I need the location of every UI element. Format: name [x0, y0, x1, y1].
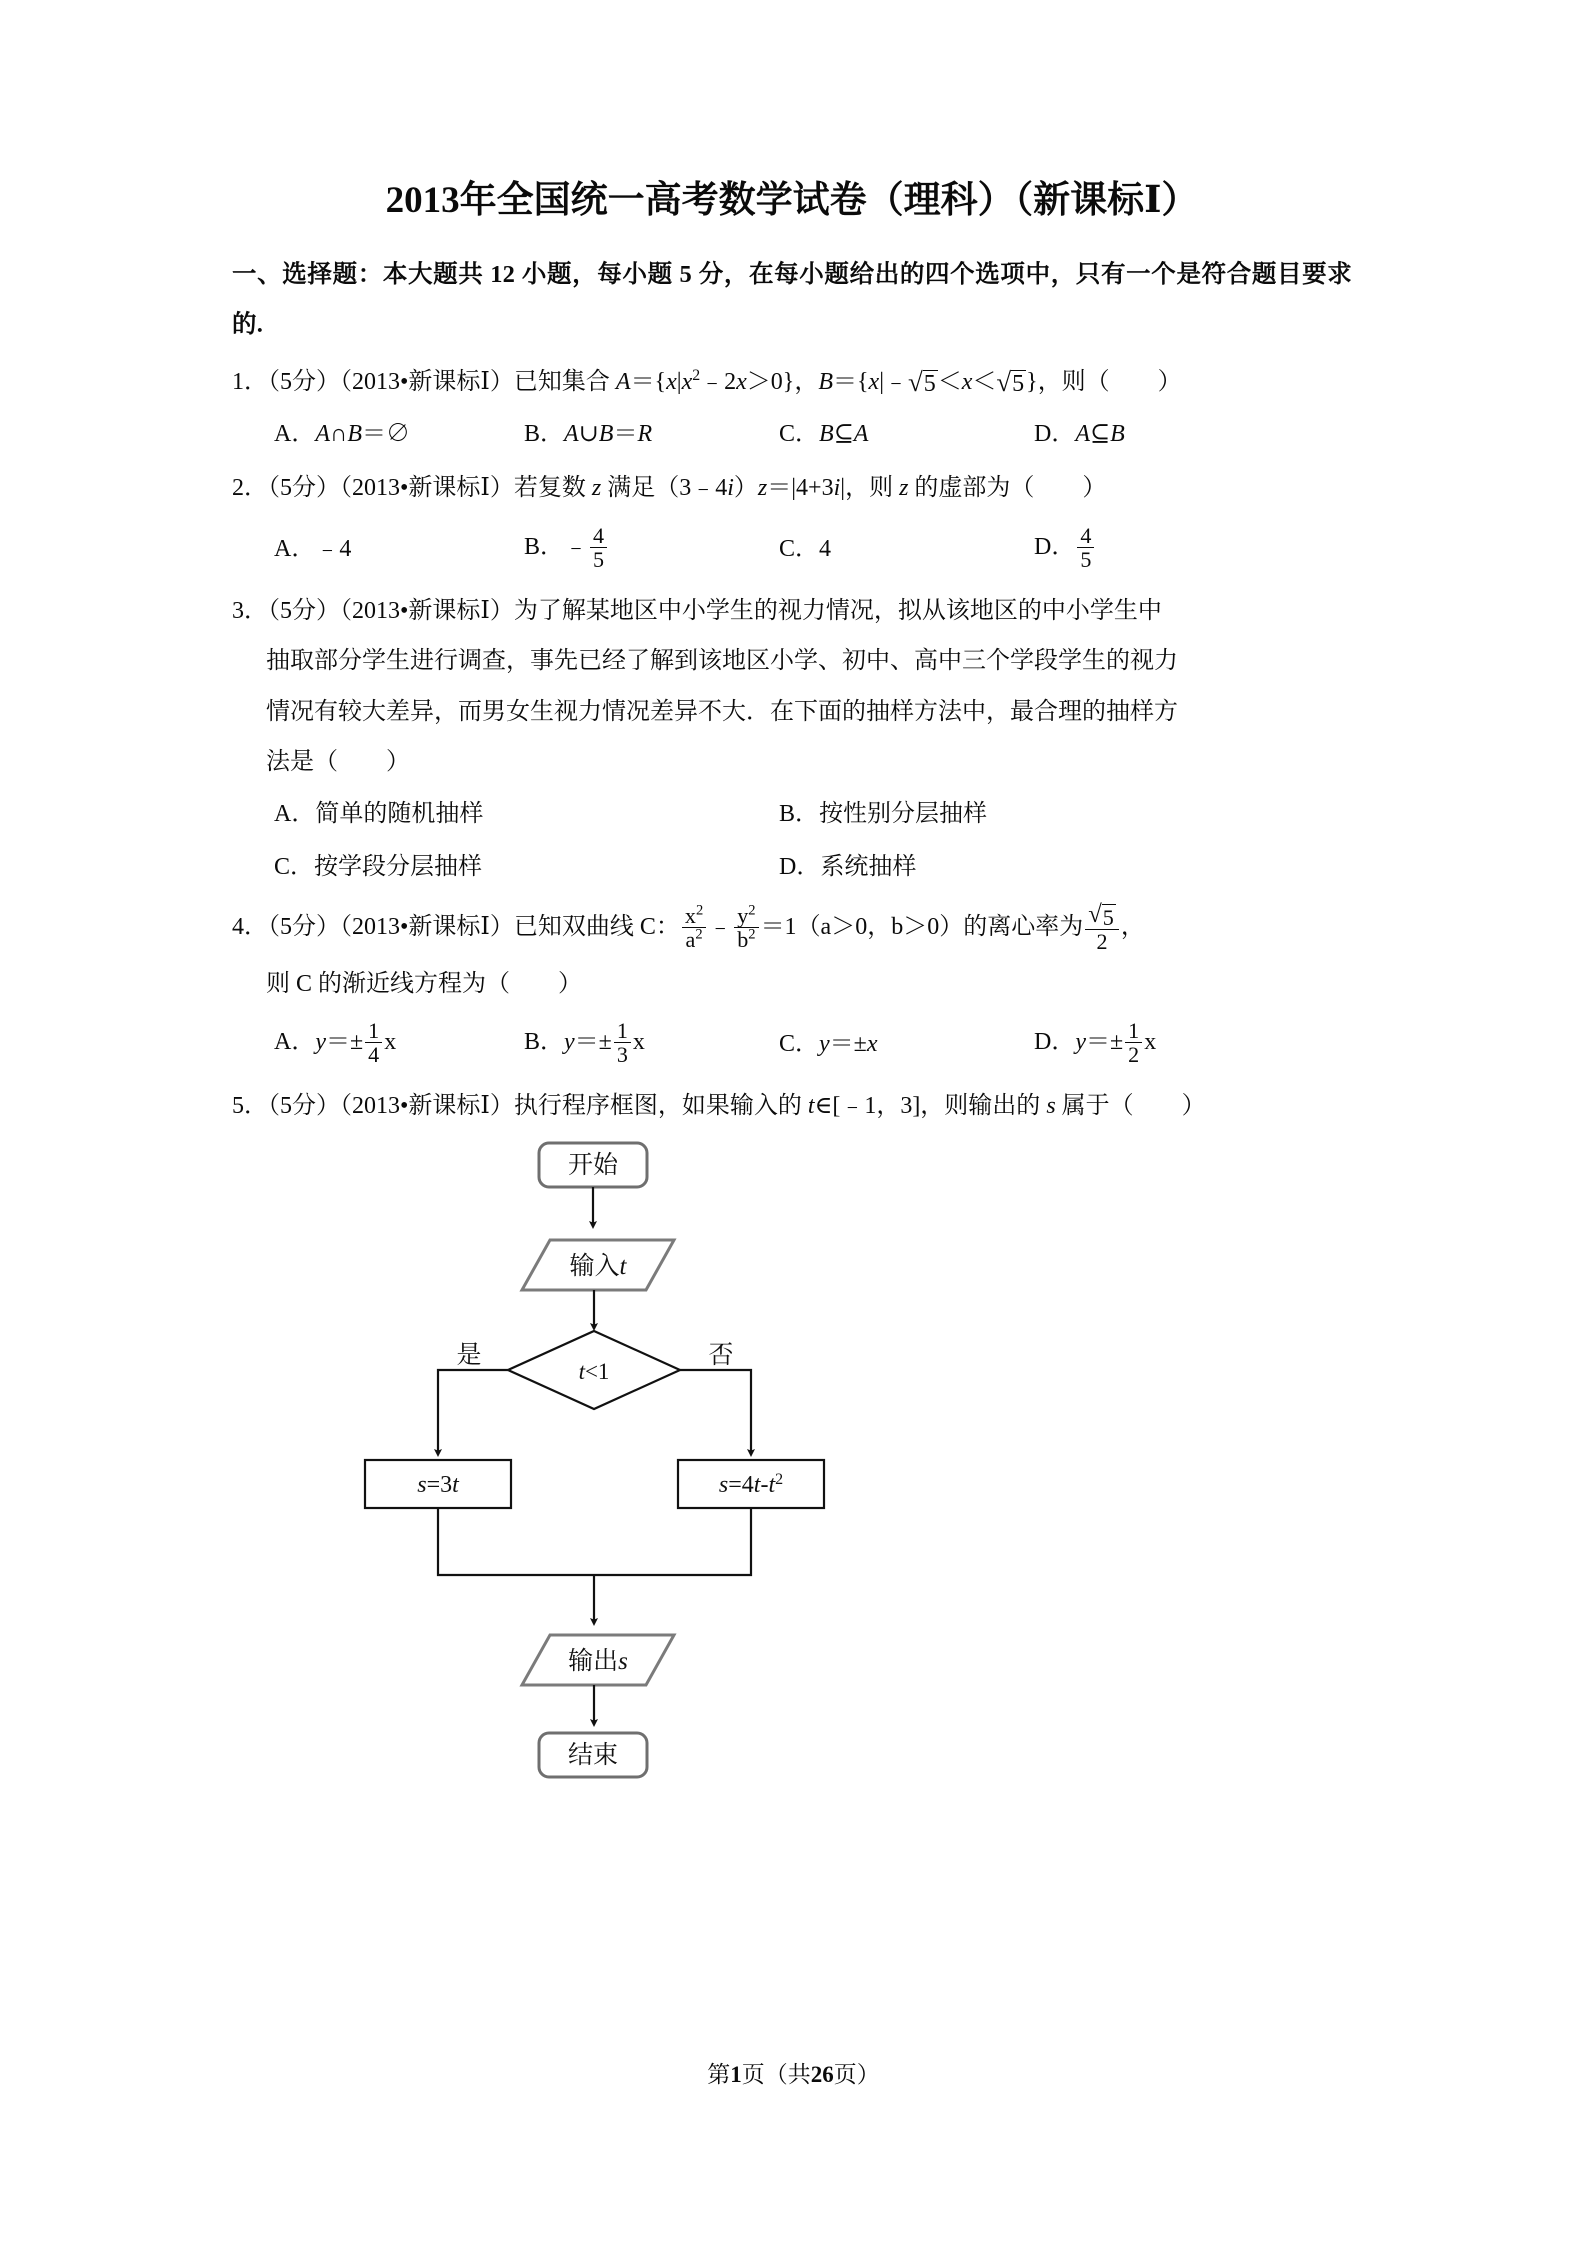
footer-total-pages: 26: [810, 2062, 834, 2087]
footer-suffix: 页）: [833, 2062, 880, 2087]
flowchart-input-node: [522, 1240, 674, 1290]
flowchart-right-process-node: [678, 1460, 824, 1508]
page-title: 2013年全国统一高考数学试卷（理科）（新课标Ⅰ）: [385, 180, 1199, 221]
question-4-source: （2013•新课标Ⅰ）: [340, 914, 514, 941]
question-5-source: （2013•新课标Ⅰ）: [340, 1092, 514, 1119]
question-4-text-3: ，: [1120, 914, 1145, 941]
flowchart-diagram: [232, 1135, 1352, 1835]
question-3-number: 3: [232, 597, 244, 624]
flowchart-input-label: 输入t: [569, 1253, 627, 1281]
question-3-option-c[interactable]: C．按学段分层抽样: [274, 853, 483, 880]
question-5-stem: 5．（5分）（2013•新课标Ⅰ）执行程序框图，如果输入的 t∈[﹣1，3]，则输出的 s 属于（ ）: [232, 1092, 1206, 1119]
question-1-options: [232, 409, 1352, 459]
question-3-option-b[interactable]: B．按性别分层抽样: [779, 801, 988, 828]
footer-page-number: 1: [730, 2062, 742, 2087]
question-1: [232, 357, 1352, 460]
question-2: [232, 463, 1352, 581]
question-4: [232, 896, 1352, 1077]
question-3-stem-line3: 情况有较大差异，而男女生视力情况差异不大．在下面的抽样方法中，最合理的抽样方: [266, 698, 1178, 725]
question-3-option-a[interactable]: A．简单的随机抽样: [274, 801, 484, 828]
question-4-option-c[interactable]: C．y＝±x: [779, 1030, 878, 1057]
question-4-text-1: 已知双曲线 C：: [513, 914, 680, 941]
question-2-option-b[interactable]: B．﹣ $\frac{4}{5}$: [524, 525, 779, 572]
question-1-stem: 1．（5分）（2013•新课标Ⅰ）已知集合 $A=\{x|x^2﹣2x>0\}$，B＝{x|﹣ √ 5 ＜x＜ √ 5 }，则（ ）: [232, 366, 1182, 397]
flowchart-output-label: 输出s: [568, 1648, 628, 1676]
question-3-option-d[interactable]: D．系统抽样: [779, 853, 917, 880]
flowchart-start-label: 开始: [567, 1152, 619, 1180]
question-3-stem-line2: 抽取部分学生进行调查，事先已经了解到该地区小学、初中、高中三个学段学生的视力: [266, 648, 1178, 675]
section-header: 一、选择题：本大题共 12 小题，每小题 5 分，在每小题给出的四个选项中，只有一个是符合题目要求的.: [232, 261, 1352, 339]
question-3-source: （2013•新课标Ⅰ）: [340, 597, 514, 624]
question-3-stem-line1: 3．（5分）（2013•新课标Ⅰ）为了解某地区中小学生的视力情况，拟从该地区的中小学生中: [232, 597, 1162, 624]
question-4-score: （5分）: [268, 914, 340, 941]
question-1-option-c[interactable]: C．B⊆A: [779, 421, 869, 448]
question-2-source: （2013•新课标Ⅰ）: [340, 475, 514, 502]
question-2-option-d[interactable]: D． $\frac{4}{5}$: [1034, 525, 1294, 572]
question-4-stem-line2: 则 C 的渐近线方程为（ ）: [266, 970, 583, 997]
flowchart-left-process-node: [365, 1460, 511, 1508]
footer-middle: 页（共: [741, 2062, 811, 2087]
question-3-stem-line4: 法是（ ）: [266, 749, 410, 776]
flowchart-left-process-label: s=3t: [417, 1472, 459, 1499]
question-5: [232, 1081, 1352, 1835]
flowchart-decision-node: [508, 1331, 680, 1409]
question-4-option-a[interactable]: A．y＝± $\frac{1}{4}$ x: [274, 1018, 397, 1068]
question-1-option-a[interactable]: A．A∩B＝∅: [274, 421, 411, 448]
page-content: [232, 178, 1352, 1839]
question-4-options: [232, 1011, 1352, 1077]
question-1-stem-prefix: 已知集合: [513, 368, 616, 395]
flowchart-decision-label: t<1: [578, 1359, 610, 1385]
question-2-option-c[interactable]: C．4: [779, 535, 832, 562]
question-3-score: （5分）: [268, 597, 340, 624]
flowchart-end-label: 结束: [567, 1742, 619, 1770]
question-3-options-row1: [232, 789, 1352, 839]
question-4-option-d[interactable]: D．y＝± $\frac{1}{2}$ x: [1034, 1018, 1157, 1068]
question-5-score: （5分）: [268, 1092, 340, 1119]
question-1-score: （5分）: [268, 368, 340, 395]
footer-prefix: 第: [707, 2062, 731, 2087]
flowchart-yes-label: 是: [456, 1342, 482, 1370]
question-4-text-2: （a＞0，b＞0）的离心率为: [796, 914, 1084, 941]
question-5-number: 5: [232, 1092, 244, 1119]
question-2-option-a[interactable]: A．﹣4: [274, 535, 352, 562]
question-4-stem-line1: 4．（5分）（2013•新课标Ⅰ）已知双曲线 C： $\frac{x^2}{a^2}$ ﹣ $\frac{y^2}{b^2}$ ＝1（a＞0，b＞0）的离心率为 √ 5 2 ，: [232, 900, 1145, 954]
question-3: [232, 586, 1352, 892]
question-3-text-1: 为了解某地区中小学生的视力情况，拟从该地区的中小学生中: [513, 597, 1162, 624]
question-4-option-b[interactable]: B．y＝± $\frac{1}{3}$ x: [524, 1018, 645, 1068]
question-1-stem-suffix: ，则（ ）: [1037, 368, 1182, 395]
flowchart-no-label: 否: [708, 1342, 734, 1370]
question-2-score: （5分）: [268, 475, 340, 502]
question-2-stem: 2．（5分）（2013•新课标Ⅰ）若复数 z 满足（3﹣4i）z＝|4+3i|，则 z 的虚部为（ ）: [232, 475, 1107, 502]
question-1-number: 1: [232, 368, 244, 395]
flowchart-start-node: [539, 1143, 647, 1187]
flowchart-right-process-label: $s=4t-t^2$: [718, 1470, 784, 1499]
question-3-options-row2: [232, 842, 1352, 892]
flowchart-end-node: [539, 1733, 647, 1777]
question-2-options: [232, 516, 1352, 582]
page-footer: [0, 2056, 1587, 2089]
question-2-number: 2: [232, 475, 244, 502]
flowchart-output-node: [522, 1635, 674, 1685]
question-1-source: （2013•新课标Ⅰ）: [340, 368, 514, 395]
question-1-option-d[interactable]: D．A⊆B: [1034, 421, 1125, 448]
question-4-number: 4: [232, 914, 244, 941]
question-1-option-b[interactable]: B．A∪B＝R: [524, 421, 653, 448]
